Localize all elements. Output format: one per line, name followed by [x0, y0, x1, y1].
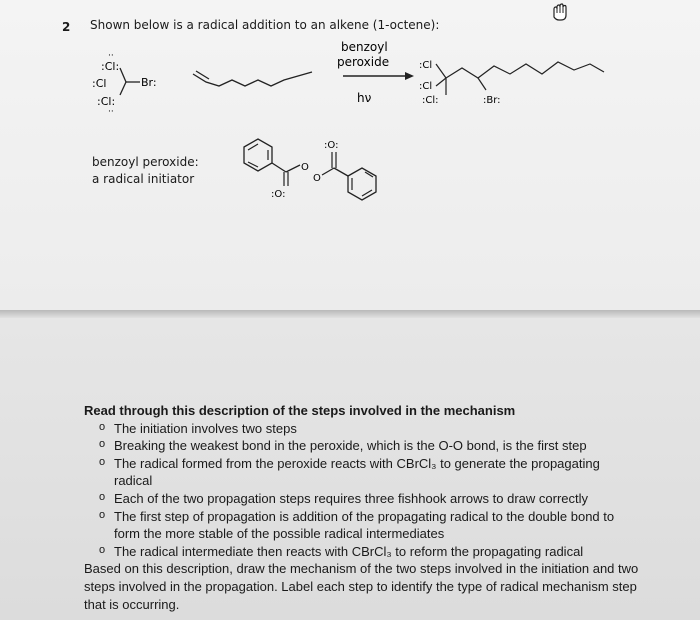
cl-left-atom: :Cl: [92, 77, 107, 90]
reagent-line1: benzoyl: [341, 40, 388, 54]
o-peroxide1: O: [301, 162, 309, 173]
product-cl3: :Cl:: [422, 95, 439, 106]
cl-bottom-atom: :Cl:: [97, 95, 116, 108]
question-statement: Shown below is a radical addition to an alkene (1-octene):: [90, 18, 440, 32]
reagent-line2: peroxide: [337, 55, 390, 69]
o-peroxide2: O: [313, 173, 321, 184]
o-bottom: :O:: [271, 189, 286, 200]
initiator-line2: a radical initiator: [92, 172, 195, 186]
list-item: o The radical intermediate then reacts with CBrCl₃ to reform the propagating radical: [114, 543, 639, 561]
instructions-list: [84, 420, 639, 561]
cbrcl3-reactant: [92, 51, 157, 117]
list-item: o The first step of propagation is addition of the propagating radical to the double bond to form the more stable of the possible radical intermediates: [114, 508, 639, 543]
cl-top-atom: :Cl:: [101, 60, 120, 73]
product-structure: [419, 60, 604, 106]
list-item: o The radical formed from the peroxide reacts with CBrCl₃ to generate the propagating radical: [114, 455, 639, 490]
condition-label: hν: [357, 91, 372, 105]
svg-text:··: ··: [108, 107, 114, 117]
octene-skeleton: [193, 72, 312, 86]
instructions-closing: Based on this description, draw the mechanism of the two steps involved in the initiation and two steps involved in the propagation. Label each step to identify the type of radical mechanism step that is occurring.: [84, 561, 639, 612]
reaction-arrow: [343, 72, 414, 80]
svg-text:··: ··: [108, 51, 114, 61]
o-top: :O:: [324, 140, 339, 151]
product-cl2: :Cl: [419, 81, 433, 92]
br-atom: Br:: [141, 76, 157, 89]
product-br: :Br:: [483, 95, 501, 106]
product-cl1: :Cl: [419, 60, 433, 71]
initiator-line1: benzoyl peroxide:: [92, 155, 199, 169]
instructions-heading: Read through this description of the steps involved in the mechanism: [84, 403, 516, 418]
list-item: o Each of the two propagation steps requires three fishhook arrows to draw correctly: [114, 490, 639, 508]
question-number: 2: [62, 20, 71, 34]
list-item: o The initiation involves two steps: [114, 420, 639, 438]
instructions-text: [84, 402, 639, 613]
initiator-label: [92, 154, 199, 188]
benzoyl-peroxide-structure: [244, 139, 376, 200]
list-item: o Breaking the weakest bond in the peroxide, which is the O-O bond, is the first step: [114, 437, 639, 455]
